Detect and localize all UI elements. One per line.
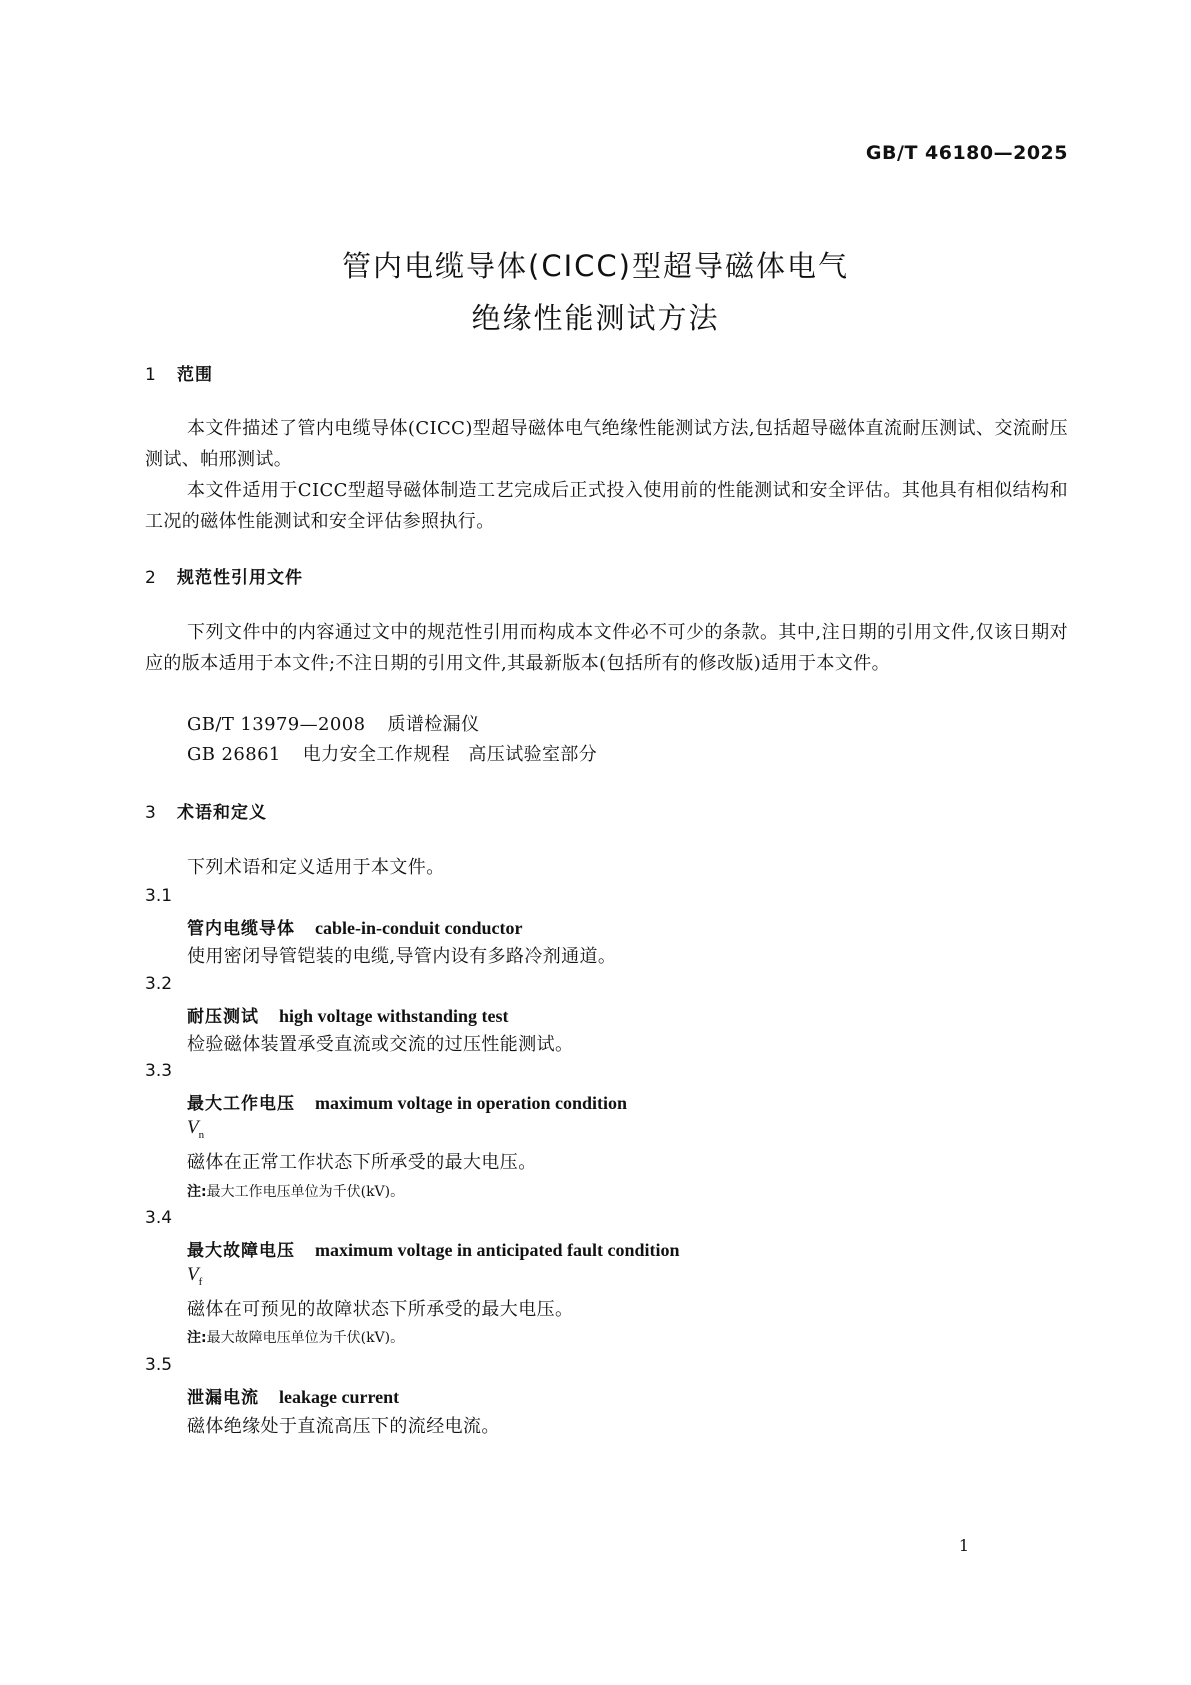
note-label: 注:: [187, 1184, 207, 1200]
scope-paragraph-2: 本文件适用于CICC型超导磁体制造工艺完成后正式投入使用前的性能测试和安全评估。其他具有相似结构和工况的磁体性能测试和安全评估参照执行。: [145, 480, 1068, 532]
reference-code: GB/T 13979—2008: [187, 714, 366, 735]
scope-paragraph-1: 本文件描述了管内电缆导体(CICC)型超导磁体电气绝缘性能测试方法,包括超导磁体直流耐压测试、交流耐压测试、帕邢测试。: [145, 418, 1068, 470]
term-note: [187, 1181, 404, 1201]
section-3-heading: [145, 798, 267, 823]
term-definition: 磁体在可预见的故障状态下所承受的最大电压。: [187, 1299, 574, 1320]
term-zh: 最大故障电压: [187, 1241, 295, 1261]
term-zh: 泄漏电流: [187, 1388, 259, 1408]
term-definition: 磁体绝缘处于直流高压下的流经电流。: [187, 1416, 500, 1437]
title-line-2: 绝缘性能测试方法: [471, 301, 720, 335]
normative-paragraph: 下列文件中的内容通过文中的规范性引用而构成本文件必不可少的条款。其中,注日期的引用文件,仅该日期对应的版本适用于本文件;不注日期的引用文件,其最新版本(包括所有的修改版)适用于本文件。: [145, 622, 1068, 674]
reference-code: GB 26861: [187, 744, 281, 765]
reference-title: 质谱检漏仪: [387, 714, 480, 735]
term-note: [187, 1327, 404, 1347]
term-number: 3.1: [145, 886, 173, 906]
term-en: maximum voltage in operation condition: [315, 1093, 628, 1113]
term-en: leakage current: [279, 1387, 400, 1407]
term-entry: [187, 914, 523, 939]
term-entry: [187, 1236, 680, 1261]
section-2-heading: [145, 563, 303, 588]
term-definition: 磁体在正常工作状态下所承受的最大电压。: [187, 1152, 537, 1173]
page-number: 1: [958, 1536, 969, 1555]
term-number: 3.4: [145, 1208, 173, 1228]
note-text: 最大故障电压单位为千伏(kV)。: [206, 1330, 405, 1346]
term-zh: 耐压测试: [187, 1007, 259, 1027]
term-number: 3.5: [145, 1355, 173, 1375]
section-title: 术语和定义: [177, 803, 267, 823]
term-zh: 最大工作电压: [187, 1094, 295, 1114]
reference-item: [187, 710, 479, 736]
note-label: 注:: [187, 1330, 207, 1346]
term-en: cable-in-conduit conductor: [315, 918, 523, 938]
terms-intro: 下列术语和定义适用于本文件。: [187, 857, 445, 878]
note-text: 最大工作电压单位为千伏(kV)。: [206, 1184, 405, 1200]
term-definition: 使用密闭导管铠装的电缆,导管内设有多路冷剂通道。: [187, 946, 617, 967]
term-entry: [187, 1089, 627, 1114]
title-line-1: 管内电缆导体(CICC)型超导磁体电气: [342, 249, 849, 283]
term-symbol: $V_n$: [187, 1117, 205, 1141]
term-en: high voltage withstanding test: [279, 1006, 509, 1026]
section-title: 规范性引用文件: [177, 568, 303, 588]
term-number: 3.2: [145, 974, 173, 994]
reference-title: 电力安全工作规程 高压试验室部分: [302, 744, 598, 765]
term-number: 3.3: [145, 1061, 173, 1081]
term-en: maximum voltage in anticipated fault condition: [315, 1240, 680, 1260]
section-number: 3: [145, 803, 157, 823]
standard-code: GB/T 46180—2025: [865, 142, 1068, 164]
term-entry: [187, 1002, 509, 1027]
term-zh: 管内电缆导体: [187, 919, 295, 939]
reference-item: [187, 740, 597, 766]
term-definition: 检验磁体装置承受直流或交流的过压性能测试。: [187, 1034, 574, 1055]
document-title: [0, 240, 1191, 344]
section-number: 2: [145, 568, 157, 588]
term-symbol: $V_f$: [187, 1264, 203, 1288]
section-1-heading: [145, 360, 213, 385]
section-title: 范围: [177, 365, 213, 385]
section-number: 1: [145, 365, 157, 385]
term-entry: [187, 1383, 399, 1408]
